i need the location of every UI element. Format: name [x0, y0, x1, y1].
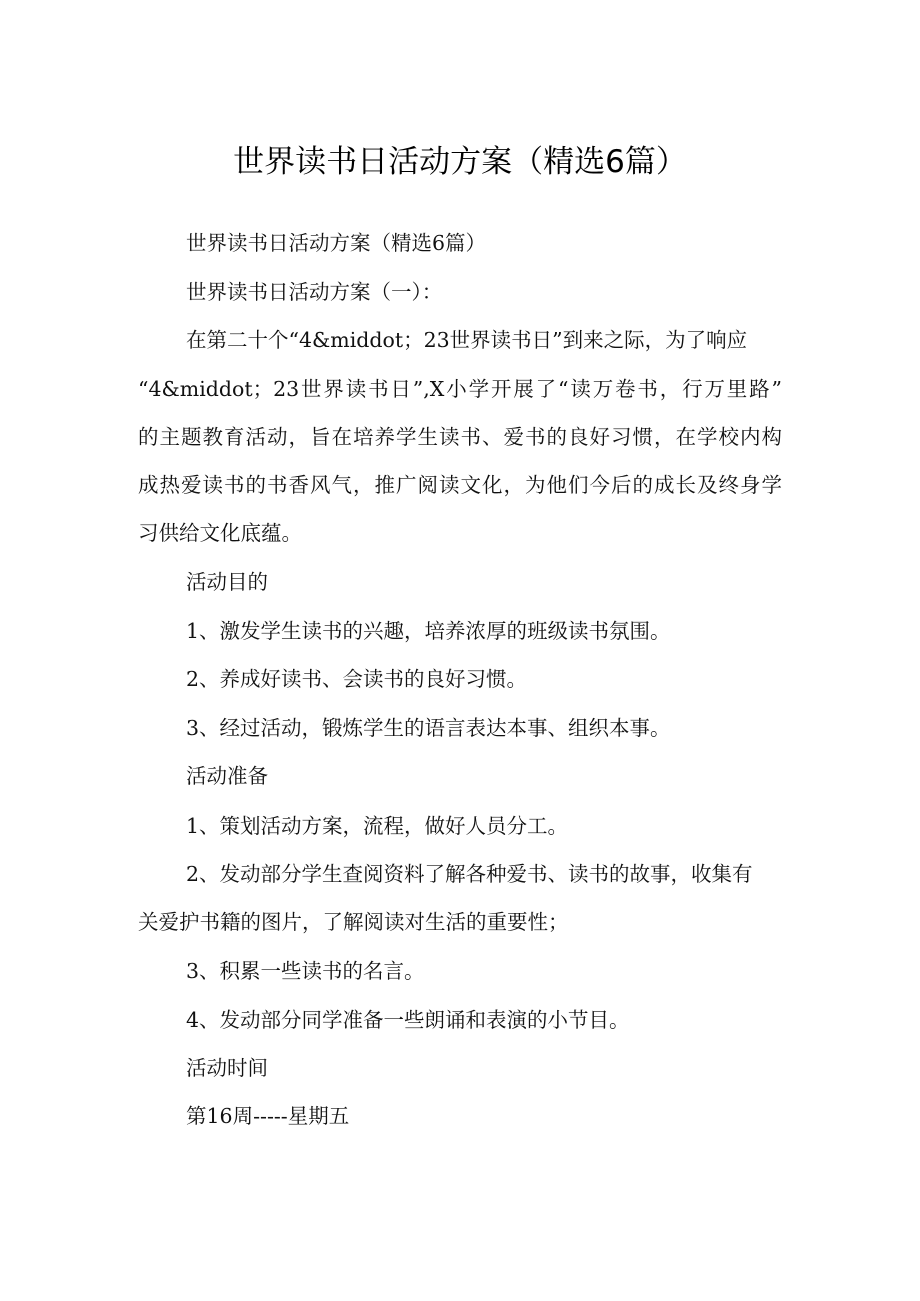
- goals-heading: 活动目的: [186, 570, 268, 594]
- paragraph-line: 在第二十个“4&middot；23世界读书日”到来之际，为了响应: [186, 328, 748, 352]
- paragraph-line: 习供给文化底蕴。: [138, 521, 302, 545]
- list-item: 2、发动部分学生查阅资料了解各种爱书、读书的故事，收集有: [186, 862, 753, 886]
- paragraph-line: “4&middot；23世界读书日”,X小学开展了“读万卷书，行万里路”: [138, 377, 782, 401]
- document-title: 世界读书日活动方案（精选6篇）: [233, 144, 687, 180]
- subtitle: 世界读书日活动方案（精选6篇）: [186, 231, 487, 255]
- list-item-continuation: 关爱护书籍的图片，了解阅读对生活的重要性；: [138, 910, 569, 934]
- list-item: 1、策划活动方案，流程，做好人员分工。: [186, 814, 569, 838]
- list-item: 1、激发学生读书的兴趣，培养浓厚的班级读书氛围。: [186, 619, 671, 643]
- list-item: 2、养成好读书、会读书的良好习惯。: [186, 667, 528, 691]
- time-heading: 活动时间: [186, 1056, 268, 1080]
- list-item: 3、积累一些读书的名言。: [186, 959, 425, 983]
- paragraph-line: 的主题教育活动，旨在培养学生读书、爱书的良好习惯，在学校内构: [138, 425, 782, 449]
- paragraph-line: 成热爱读书的书香风气，推广阅读文化，为他们今后的成长及终身学: [138, 473, 782, 497]
- time-value: 第16周-----星期五: [186, 1104, 350, 1128]
- section-heading: 世界读书日活动方案（一）：: [186, 280, 443, 304]
- preparation-heading: 活动准备: [186, 764, 268, 788]
- list-item: 4、发动部分同学准备一些朗诵和表演的小节目。: [186, 1008, 630, 1032]
- list-item: 3、经过活动，锻炼学生的语言表达本事、组织本事。: [186, 716, 671, 740]
